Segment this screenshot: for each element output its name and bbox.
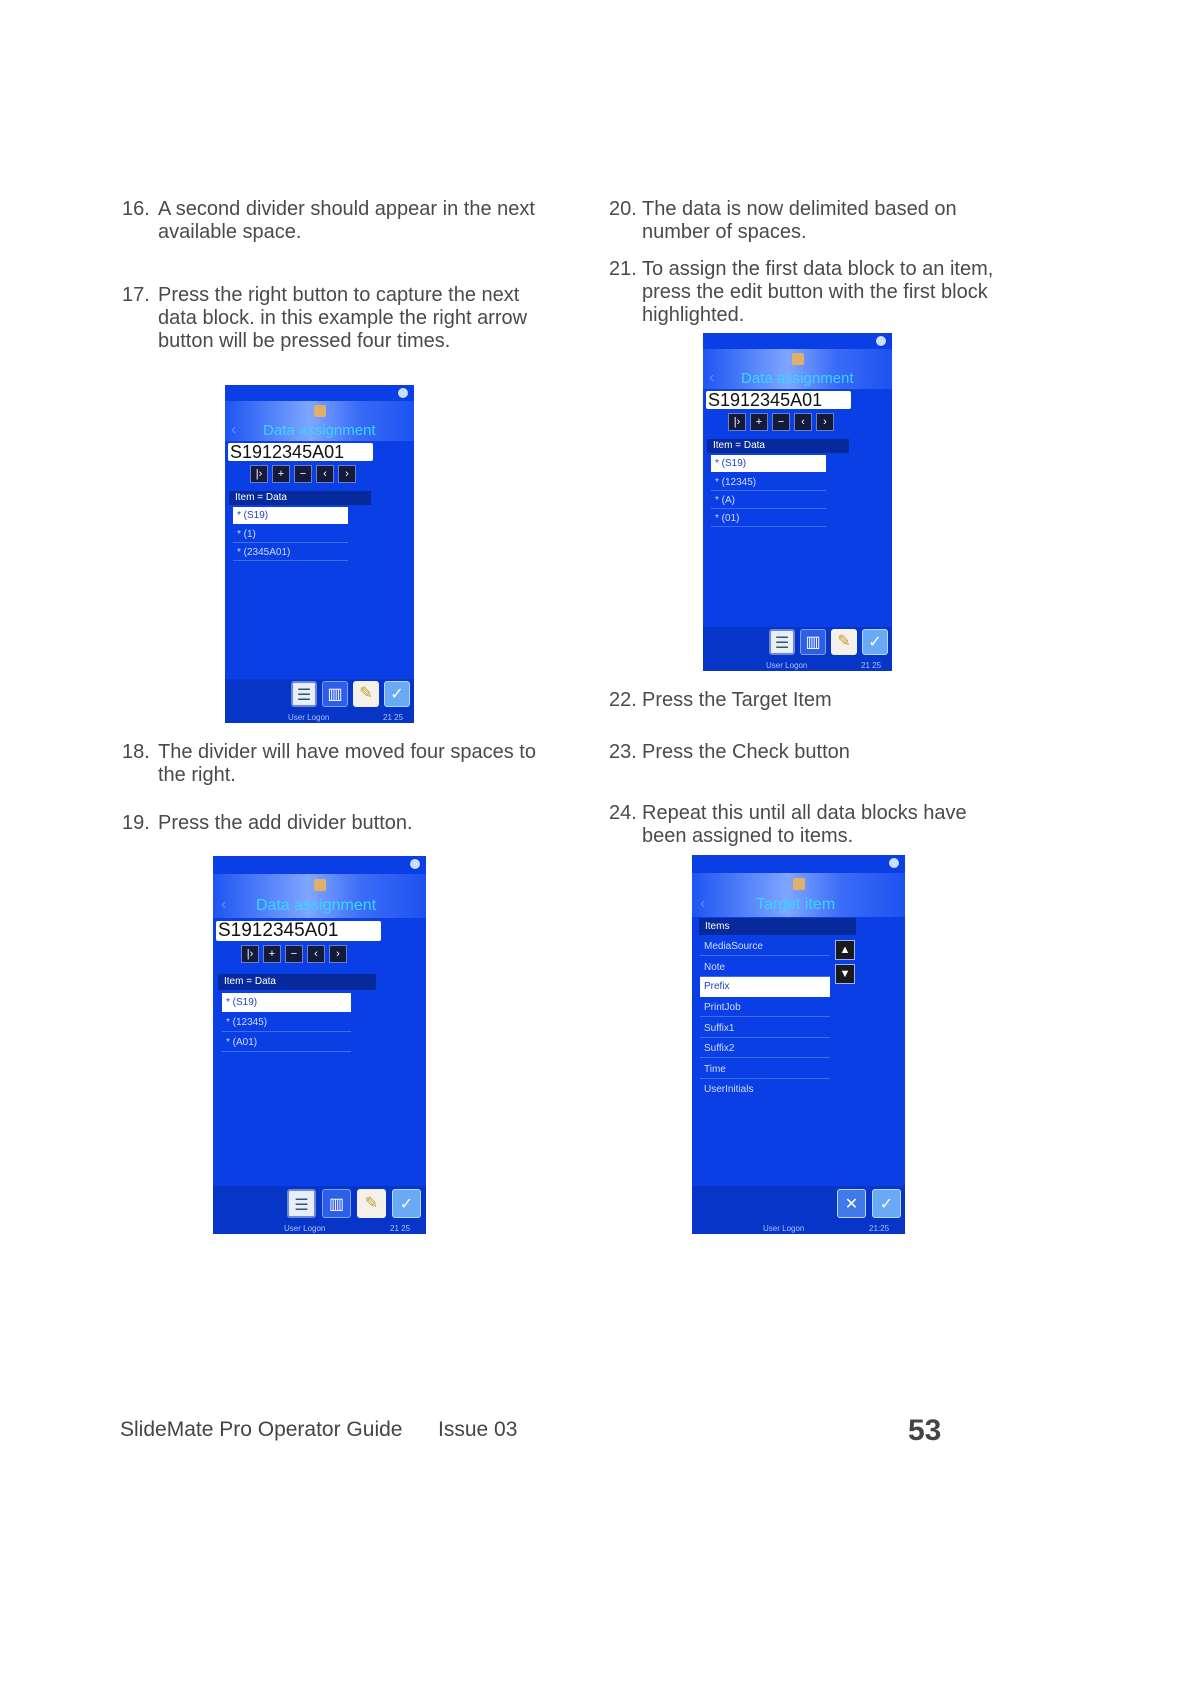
list-item[interactable]: UserInitials: [704, 1084, 754, 1095]
list-item[interactable]: * (S19): [711, 455, 826, 472]
network-icon: [410, 859, 420, 869]
move-right-button[interactable]: ›: [338, 465, 356, 483]
list-item[interactable]: * (12345): [222, 1013, 351, 1032]
add-divider-button[interactable]: +: [750, 413, 768, 431]
divider-controls: [728, 413, 834, 431]
page-number: 53: [908, 1414, 942, 1447]
status-time: 21 25: [383, 713, 404, 722]
check-icon[interactable]: ✓: [862, 629, 888, 655]
data-field[interactable]: S1912345A01: [216, 921, 381, 941]
list-icon[interactable]: ☰: [287, 1189, 316, 1218]
list-item[interactable]: * (A): [711, 492, 826, 509]
back-icon[interactable]: ‹: [221, 896, 227, 913]
list-icon[interactable]: ☰: [769, 629, 795, 655]
divider-left-button[interactable]: |›: [241, 945, 259, 963]
list-item[interactable]: * (1): [233, 526, 348, 543]
home-icon[interactable]: [314, 879, 326, 891]
screen-title: Data assignment: [741, 370, 854, 387]
add-divider-button[interactable]: +: [263, 945, 281, 963]
list-item[interactable]: * (12345): [711, 474, 826, 491]
screen-title: Data assignment: [256, 897, 377, 914]
list-item[interactable]: * (2345A01): [233, 544, 348, 561]
screenshot-data-assignment-1: [225, 385, 414, 723]
status-time: 21 25: [390, 1224, 411, 1233]
status-user: User Logon: [766, 661, 808, 670]
toolbar: [703, 627, 892, 671]
edit-icon[interactable]: ✎: [353, 681, 379, 707]
home-icon[interactable]: [792, 353, 804, 365]
move-left-button[interactable]: ‹: [307, 945, 325, 963]
trash-icon[interactable]: ▥: [800, 629, 826, 655]
back-icon[interactable]: ‹: [700, 895, 706, 912]
trash-icon[interactable]: ▥: [322, 1189, 351, 1218]
check-icon[interactable]: ✓: [384, 681, 410, 707]
move-left-button[interactable]: ‹: [794, 413, 812, 431]
list-item[interactable]: PrintJob: [700, 998, 830, 1017]
list-item[interactable]: Prefix: [700, 977, 830, 997]
toolbar: [213, 1186, 426, 1234]
list-item[interactable]: Time: [700, 1060, 830, 1079]
edit-icon[interactable]: ✎: [831, 629, 857, 655]
network-icon: [876, 336, 886, 346]
issue-label: Issue 03: [438, 1418, 518, 1441]
status-user: User Logon: [763, 1224, 805, 1233]
data-field[interactable]: S1912345A01: [706, 391, 851, 409]
status-time: 21 25: [861, 661, 882, 670]
check-icon[interactable]: ✓: [392, 1189, 421, 1218]
remove-divider-button[interactable]: −: [772, 413, 790, 431]
list-item[interactable]: * (S19): [222, 993, 351, 1012]
screenshot-target-item: [692, 855, 905, 1234]
list-header: Item = Data: [707, 439, 849, 453]
list-item[interactable]: * (01): [711, 510, 826, 527]
move-right-button[interactable]: ›: [329, 945, 347, 963]
divider-left-button[interactable]: |›: [728, 413, 746, 431]
divider-left-button[interactable]: |›: [250, 465, 268, 483]
status-time: 21:25: [869, 1224, 890, 1233]
list-header: Items: [699, 918, 856, 935]
add-divider-button[interactable]: +: [272, 465, 290, 483]
list-header: Item = Data: [229, 491, 371, 505]
edit-icon[interactable]: ✎: [357, 1189, 386, 1218]
data-field[interactable]: S1912345A01: [228, 443, 373, 461]
status-user: User Logon: [288, 713, 330, 722]
back-icon[interactable]: ‹: [231, 421, 237, 438]
home-icon[interactable]: [793, 878, 805, 890]
back-icon[interactable]: ‹: [709, 369, 715, 386]
scroll-down-button[interactable]: ▼: [835, 964, 855, 984]
check-icon[interactable]: ✓: [872, 1189, 901, 1218]
toolbar: [692, 1186, 905, 1234]
screen-title: Data assignment: [263, 422, 376, 439]
list-item[interactable]: Suffix2: [700, 1039, 830, 1058]
screenshot-data-assignment-2: [703, 333, 892, 671]
list-item[interactable]: Suffix1: [700, 1019, 830, 1038]
toolbar: [225, 679, 414, 723]
move-right-button[interactable]: ›: [816, 413, 834, 431]
guide-title: SlideMate Pro Operator Guide: [120, 1418, 403, 1441]
list-item[interactable]: * (A01): [222, 1033, 351, 1052]
scroll-up-button[interactable]: ▲: [835, 940, 855, 960]
status-user: User Logon: [284, 1224, 326, 1233]
list-header: Item = Data: [218, 974, 376, 990]
trash-icon[interactable]: ▥: [322, 681, 348, 707]
screen-title: Target item: [756, 896, 836, 913]
list-icon[interactable]: ☰: [291, 681, 317, 707]
network-icon: [398, 388, 408, 398]
remove-divider-button[interactable]: −: [294, 465, 312, 483]
list-item[interactable]: MediaSource: [700, 937, 830, 956]
screenshot-data-assignment-3: [213, 856, 426, 1234]
divider-controls: [241, 945, 347, 963]
network-icon: [889, 858, 899, 868]
home-icon[interactable]: [314, 405, 326, 417]
list-item[interactable]: * (S19): [233, 507, 348, 524]
move-left-button[interactable]: ‹: [316, 465, 334, 483]
divider-controls: [250, 465, 356, 483]
close-icon[interactable]: ✕: [837, 1189, 866, 1218]
list-item[interactable]: Note: [700, 958, 830, 977]
remove-divider-button[interactable]: −: [285, 945, 303, 963]
